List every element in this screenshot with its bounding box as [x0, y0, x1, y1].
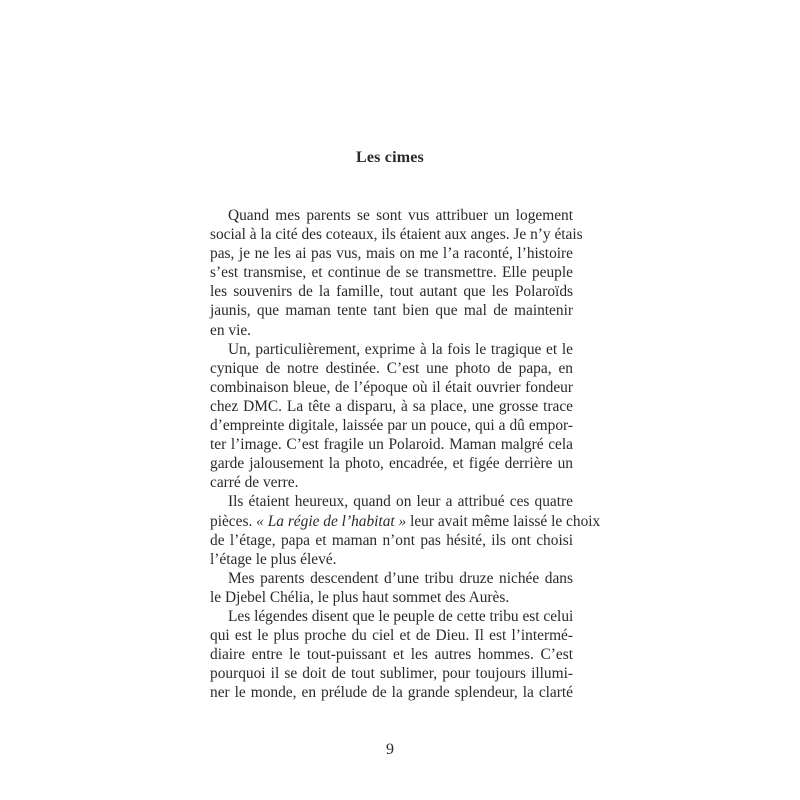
text-line: d’empreinte digitale, laissée par un pouce, qui a dû empor- — [210, 417, 573, 435]
text-line: pas, je ne les ai pas vus, mais on me l’a raconté, l’histoire — [210, 245, 573, 263]
text-line: l’étage le plus élevé. — [210, 550, 337, 568]
text-line: ner le monde, en prélude de la grande splendeur, la clarté — [210, 684, 573, 702]
text-line: Ils étaient heureux, quand on leur a attribué ces quatre — [228, 493, 573, 511]
text-fragment: pièces. — [210, 512, 253, 530]
text-line: jaunis, que maman tente tant bien que mal de maintenir — [210, 302, 573, 320]
text-line: garde jalousement la photo, encadrée, et figée derrière un — [210, 455, 573, 473]
text-line: pourquoi il se doit de tout sublimer, pour toujours illumi- — [210, 665, 573, 683]
text-line: le Djebel Chélia, le plus haut sommet des Aurès. — [210, 588, 510, 606]
text-line: ter l’image. C’est fragile un Polaroid. Maman malgré cela — [210, 436, 573, 454]
text-line: cynique de notre destinée. C’est une photo de papa, en — [210, 359, 573, 377]
text-line: Mes parents descendent d’une tribu druze nichée dans — [228, 569, 573, 587]
text-line: s’est transmise, et continue de se transmettre. Elle peuple — [210, 264, 573, 282]
text-line-mixed — [210, 512, 601, 531]
text-line: carré de verre. — [210, 474, 299, 492]
text-line: diaire entre le tout-puissant et les autres hommes. C’est — [210, 646, 573, 664]
text-line: de l’étage, papa et maman n’ont pas hésité, ils ont choisi — [210, 531, 573, 549]
italic-quote: « La régie de l’habitat » — [256, 512, 407, 530]
text-line: Les légendes disent que le peuple de cette tribu est celui — [228, 607, 574, 625]
body-text — [210, 206, 601, 702]
text-line: Un, particulièrement, exprime à la fois le tragique et le — [228, 340, 573, 358]
text-line: qui est le plus proche du ciel et de Dieu. Il est l’intermé- — [210, 627, 573, 645]
text-line: chez DMC. La tête a disparu, à sa place, une grosse trace — [210, 397, 573, 415]
text-line: social à la cité des coteaux, ils étaient aux anges. Je n’y étais — [210, 226, 583, 244]
chapter-title: Les cimes — [355, 149, 424, 166]
text-line: combinaison bleue, de l’époque où il était ouvrier fondeur — [210, 378, 573, 396]
text-fragment: leur avait même laissé le choix — [410, 512, 601, 530]
text-line: Quand mes parents se sont vus attribuer un logement — [228, 207, 573, 224]
page-number: 9 — [386, 741, 394, 758]
text-line: les souvenirs de la famille, tout autant que les Polaroïds — [210, 283, 573, 301]
text-line: en vie. — [210, 321, 252, 339]
